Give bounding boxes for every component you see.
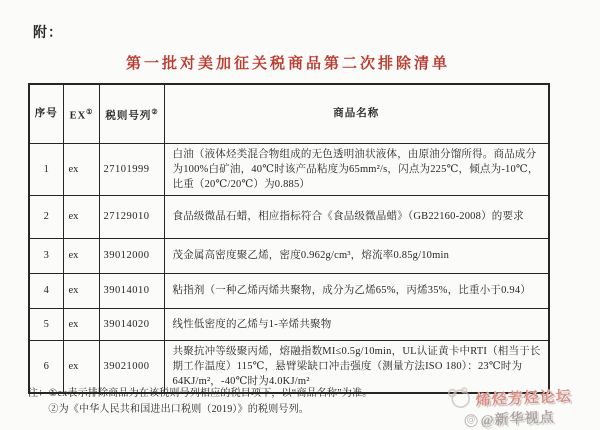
watermark-forum-name: 烯烃芳烃论坛: [475, 388, 573, 410]
row-ex: ex: [63, 195, 99, 238]
row-product-name: 线性低密度的乙烯与1-辛烯共聚物: [164, 308, 549, 340]
row-index: 3: [29, 238, 63, 273]
watermark-account-name: @新华视点: [480, 410, 555, 429]
row-ex: ex: [63, 340, 99, 393]
header-ex: [63, 84, 99, 143]
footnote-prefix: 注：: [28, 388, 49, 399]
row-product-name: 共聚抗冲等级聚丙烯，熔融指数MI≤0.5g/10min，UL认证黄卡中RTI（相当于长期工作温度）115℃，悬臂梁缺口冲击强度（测量方法ISO 180）：23℃时为64KJ/m²，-40℃时为4.0KJ/m²: [164, 340, 549, 393]
row-tariff-code: 27129010: [99, 195, 164, 238]
header-ex-label: EX: [69, 110, 87, 121]
table-row: [29, 238, 549, 273]
row-ex: ex: [63, 308, 99, 340]
row-index: 5: [29, 308, 63, 340]
row-product-name: 白油（液体烃类混合物组成的无色透明油状液体，由原油分馏所得。商品成分为100%白矿油，40℃时该产品粘度为65mm²/s，闪点为225℃，倾点为-10℃，比重（20℃/20℃）为0.885）: [164, 143, 549, 195]
attachment-label: 附：: [33, 26, 63, 41]
header-tariff-label: 税则号列: [105, 110, 152, 121]
row-index: 2: [29, 195, 63, 238]
row-tariff-code: 39021000: [99, 340, 164, 393]
table-row: [29, 195, 549, 238]
footnotes: [28, 386, 458, 417]
row-ex: ex: [63, 143, 99, 195]
header-ex-footnote-mark: ①: [86, 107, 93, 116]
row-product-name: 茂金属高密度聚乙烯，密度0.962g/cm³，熔流率0.85g/10min: [164, 238, 549, 273]
exclusion-list-table: [28, 83, 550, 394]
row-ex: ex: [63, 238, 99, 273]
document-title: 第一批对美加征关税商品第二次排除清单: [125, 56, 450, 72]
watermark: [445, 381, 599, 430]
row-tariff-code: 39012000: [99, 238, 164, 273]
at-circle-icon: @: [464, 413, 478, 427]
row-tariff-code: 39014010: [99, 273, 164, 308]
row-tariff-code: 39014020: [99, 308, 164, 340]
row-index: 1: [29, 143, 63, 195]
table-row: [29, 308, 549, 340]
row-product-name: 粘指剂（一种乙烯丙烯共聚物，成分为乙烯65%，丙烯35%，比重小于0.94）: [164, 273, 549, 308]
table-header-row: [29, 84, 549, 143]
header-index: 序号: [29, 84, 63, 143]
panda-logo-icon: [445, 386, 472, 414]
row-index: 4: [29, 273, 63, 308]
row-product-name: 食品级微晶石蜡，相应指标符合《食品级微晶蜡》（GB22160-2008）的要求: [164, 195, 549, 238]
header-tariff-footnote-mark: ②: [151, 107, 158, 116]
table-row: [29, 273, 549, 308]
row-index: 6: [29, 340, 63, 393]
header-product-name: 商品名称: [164, 84, 549, 143]
table-row: [29, 143, 549, 195]
row-tariff-code: 27101999: [99, 143, 164, 195]
row-ex: ex: [63, 273, 99, 308]
table-row: [29, 340, 549, 393]
footnote-2: ②为《中华人民共和国进出口税则（2019）》的税则号列。: [48, 403, 310, 415]
footnote-1: ①ex表示排除商品为在该税则号列相应的税目项下，以“商品名称”为准。: [48, 388, 373, 399]
header-tariff: [99, 84, 164, 143]
